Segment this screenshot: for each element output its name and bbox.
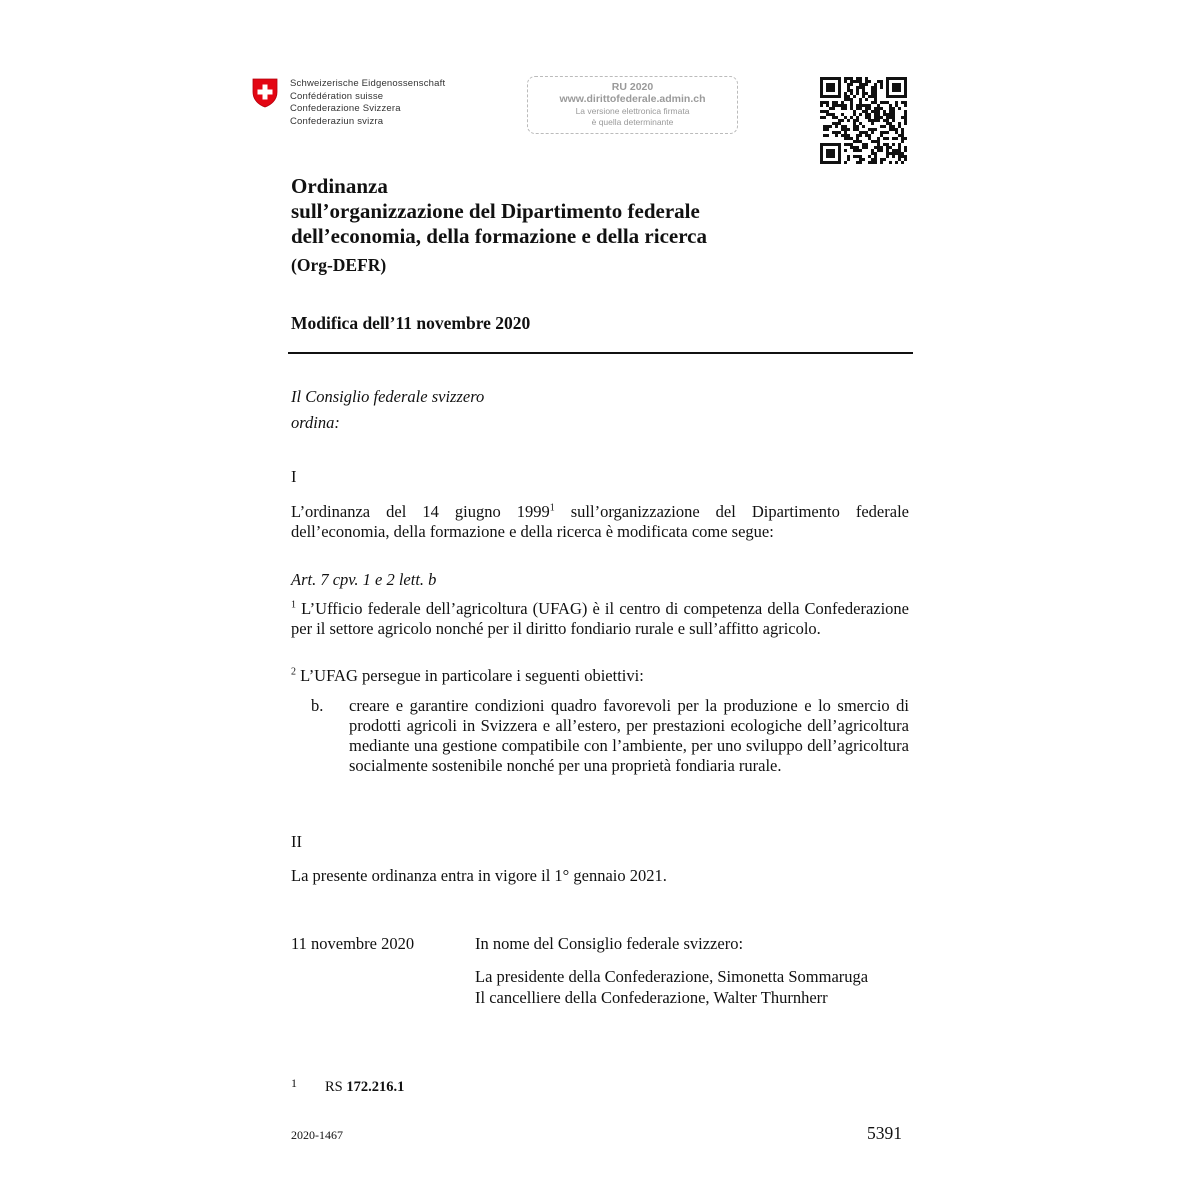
confederation-name-it: Confederazione Svizzera — [290, 103, 401, 114]
paragraph-text: L’UFAG persegue in particolare i seguenti obiettivi: — [296, 666, 644, 685]
paragraph-1 — [291, 599, 909, 639]
footnote-reference-number: 172.216.1 — [346, 1079, 405, 1095]
section1-intro — [291, 502, 909, 542]
stamp-note-2: è quella determinante — [591, 117, 674, 127]
footnote-reference[interactable]: 1 — [549, 502, 555, 514]
signatory-president: La presidente della Confederazione, Simonetta Sommaruga — [475, 967, 869, 986]
title-line: dell’economia, della formazione e della ricerca — [291, 224, 707, 248]
title-abbreviation: (Org-DEFR) — [291, 255, 387, 275]
document-number: 2020-1467 — [291, 1128, 343, 1142]
letter-label: b. — [311, 696, 324, 715]
modification-heading: Modifica dell’11 novembre 2020 — [291, 313, 531, 333]
paragraph-number: 1 — [291, 599, 296, 611]
signature-date: 11 novembre 2020 — [291, 934, 415, 953]
title-line: Ordinanza — [291, 174, 388, 198]
confederation-names — [290, 78, 445, 128]
article-heading: Art. 7 cpv. 1 e 2 lett. b — [291, 570, 437, 589]
qr-code-icon — [819, 76, 908, 165]
confederation-name-rm: Confederaziun svizra — [290, 115, 384, 127]
confederation-name-de: Schweizerische Eidgenossenschaft — [290, 78, 446, 89]
footnote-number: 1 — [291, 1076, 297, 1090]
footnote-prefix: RS — [325, 1079, 347, 1095]
intro-text-start: L’ordinanza del 14 giugno 1999 — [291, 502, 550, 521]
paragraph-2 — [291, 666, 909, 686]
swiss-coat-of-arms-icon — [252, 78, 278, 108]
confederation-name-fr: Confédération suisse — [290, 90, 384, 102]
stamp-note-1: La versione elettronica firmata — [575, 106, 690, 116]
title-divider — [288, 352, 913, 354]
preamble — [291, 384, 484, 436]
paragraph-text: L’Ufficio federale dell’agricoltura (UFAG) è il centro di competenza della Confederazione per il settore agricolo nonché per il diritto fondiario rurale e sull’affitto agricolo. — [291, 599, 909, 638]
stamp-website: www.dirittofederale.admin.ch — [559, 93, 706, 105]
document-title — [291, 174, 707, 249]
section-numeral-2: II — [291, 832, 302, 851]
letter-text: creare e garantire condizioni quadro favorevoli per la produzione e lo smercio di prodotti agricoli in Svizzera e all’estero, per prestazioni ecologiche dell’agricoltura mediante una gestione compatibile con l’ambiente, per uno sviluppo dell’agricoltura socialmente sostenibile nonché per una proprietà fondiaria rurale. — [349, 696, 909, 775]
signatories — [475, 966, 868, 1008]
intro-text-end: sull’organizzazione del Dipartimento federale dell’economia, della formazione e della ricerca è modificata come segue: — [291, 502, 909, 541]
section-numeral-1: I — [291, 467, 297, 486]
preamble-decrees: ordina: — [291, 413, 340, 432]
footnote-text — [325, 1079, 404, 1096]
signatory-chancellor: Il cancelliere della Confederazione, Walter Thurnherr — [475, 988, 828, 1007]
signature-on-behalf: In nome del Consiglio federale svizzero: — [475, 934, 744, 953]
entry-into-force: La presente ordinanza entra in vigore il 1° gennaio 2021. — [291, 866, 667, 885]
stamp-collection: RU 2020 — [611, 81, 654, 93]
official-compilation-stamp — [527, 76, 738, 134]
preamble-authority: Il Consiglio federale svizzero — [291, 387, 485, 406]
paragraph-number: 2 — [291, 666, 296, 678]
title-line: sull’organizzazione del Dipartimento federale — [291, 199, 700, 223]
page-number: 5391 — [867, 1123, 902, 1143]
